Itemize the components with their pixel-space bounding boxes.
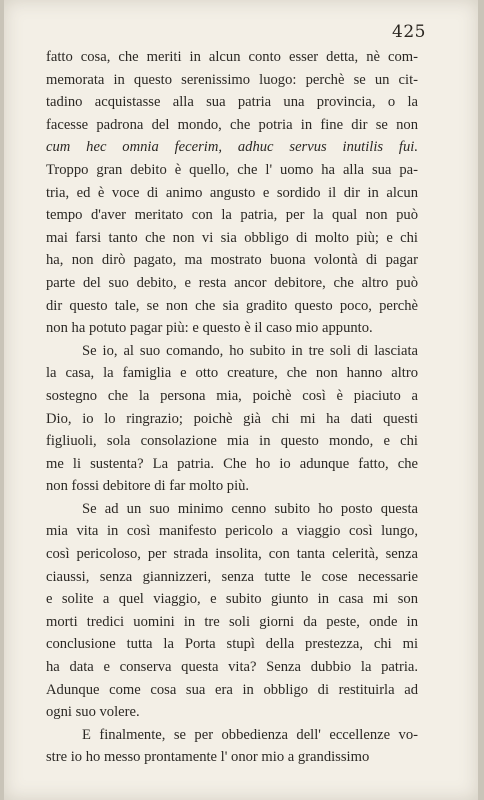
text-line [46, 114, 418, 137]
text-line [46, 385, 418, 408]
text-run: e solite a quel viaggio, e subito giunto in casa mi son [46, 591, 418, 608]
text-run: mia vita in così manifesto pericolo a viaggio così lungo, [46, 523, 418, 540]
text-run: conclusione tutta la Porta stupì della prestezza, chi mi [46, 636, 418, 653]
text-line [46, 656, 418, 679]
body-text [46, 46, 418, 769]
text-run: ciaussi, senza giannizzeri, senza tutte le cose necessarie [46, 568, 418, 585]
text-line [46, 340, 418, 363]
text-run: figliuoli, sola consolazione mia in questo mondo, e chi [46, 433, 418, 450]
text-run: ha data e conserva questa vita? Senza dubbio la patria. [46, 659, 418, 676]
text-line [46, 136, 418, 159]
text-line [46, 746, 418, 769]
paragraph [46, 340, 418, 498]
text-line [46, 46, 418, 69]
text-run: Adunque come cosa sua era in obbligo di restituirla ad [46, 681, 418, 698]
text-run: parte del suo debito, e resta ancor debitore, che altro può [46, 274, 418, 291]
text-line [46, 679, 418, 702]
text-run: E finalmente, se per obbedienza dell' eccellenze vo- [82, 726, 418, 743]
text-run: sostegno che la persona mia, poichè così è piaciuto a [46, 387, 418, 404]
text-line [46, 588, 418, 611]
text-run: non fossi debitore di far molto più. [46, 478, 250, 495]
text-run: morti tredici uomini in tre soli giorni da peste, onde in [46, 613, 418, 630]
text-line [46, 317, 418, 340]
text-line [46, 272, 418, 295]
text-run: ha, non dirò pagato, ma mostrato buona volontà di pagar [46, 252, 418, 269]
text-line [46, 566, 418, 589]
text-line [46, 498, 418, 521]
text-run: dir questo tale, se non che sia gradito questo poco, perchè [46, 297, 418, 314]
text-run: la casa, la famiglia e otto creature, che non hanno altro [46, 365, 418, 382]
text-run: facesse padrona del mondo, che potria in fine dir se non [46, 116, 418, 133]
text-run: non ha potuto pagar più: e questo è il caso mio appunto. [46, 320, 373, 337]
text-run: me li sustenta? La patria. Che ho io adunque fatto, che [46, 455, 418, 472]
text-run: ogni suo volere. [46, 704, 140, 721]
text-line [46, 633, 418, 656]
text-line [46, 475, 418, 498]
italic-quote: cum hec omnia fecerim, adhuc servus inutilis fui. [46, 139, 418, 156]
text-line [46, 701, 418, 724]
text-run: Se io, al suo comando, ho subito in tre soli di lasciata [82, 342, 418, 359]
text-line [46, 159, 418, 182]
text-line [46, 204, 418, 227]
text-run: Se ad un suo minimo cenno subito ho posto questa [82, 500, 418, 517]
text-run: tempo d'aver meritato con la patria, per la qual non può [46, 207, 418, 224]
text-run: tadino acquistasse alla sua patria una provincia, o la [46, 94, 418, 111]
text-line [46, 543, 418, 566]
text-line [46, 520, 418, 543]
text-line [46, 362, 418, 385]
text-line [46, 453, 418, 476]
text-run: stre io ho messo prontamente l' onor mio a grandissimo [46, 749, 370, 766]
text-line [46, 69, 418, 92]
text-line [46, 182, 418, 205]
text-line [46, 249, 418, 272]
text-line [46, 295, 418, 318]
paragraph [46, 724, 418, 769]
text-run: memorata in questo serenissimo luogo: perchè se un cit- [46, 71, 418, 88]
book-page [4, 0, 478, 800]
text-run: mai farsi tanto che non vi sia obbligo di molto più; e chi [46, 229, 418, 246]
text-line [46, 611, 418, 634]
paragraph [46, 498, 418, 724]
text-run: tria, ed è voce di animo angusto e sordido il dir in alcun [46, 184, 418, 201]
text-line [46, 724, 418, 747]
text-line [46, 91, 418, 114]
text-run: Dio, io lo ringrazio; poichè già chi mi ha dati questi [46, 410, 418, 427]
paragraph [46, 46, 418, 340]
page-number: 425 [392, 22, 426, 42]
text-line [46, 408, 418, 431]
text-line [46, 227, 418, 250]
text-run: Troppo gran debito è quello, che l' uomo ha alla sua pa- [46, 161, 418, 178]
text-line [46, 430, 418, 453]
text-run: fatto cosa, che meriti in alcun conto esser detta, nè com- [46, 49, 418, 65]
text-run: così pericoloso, per strada insolita, con tanta celerità, senza [46, 546, 418, 563]
